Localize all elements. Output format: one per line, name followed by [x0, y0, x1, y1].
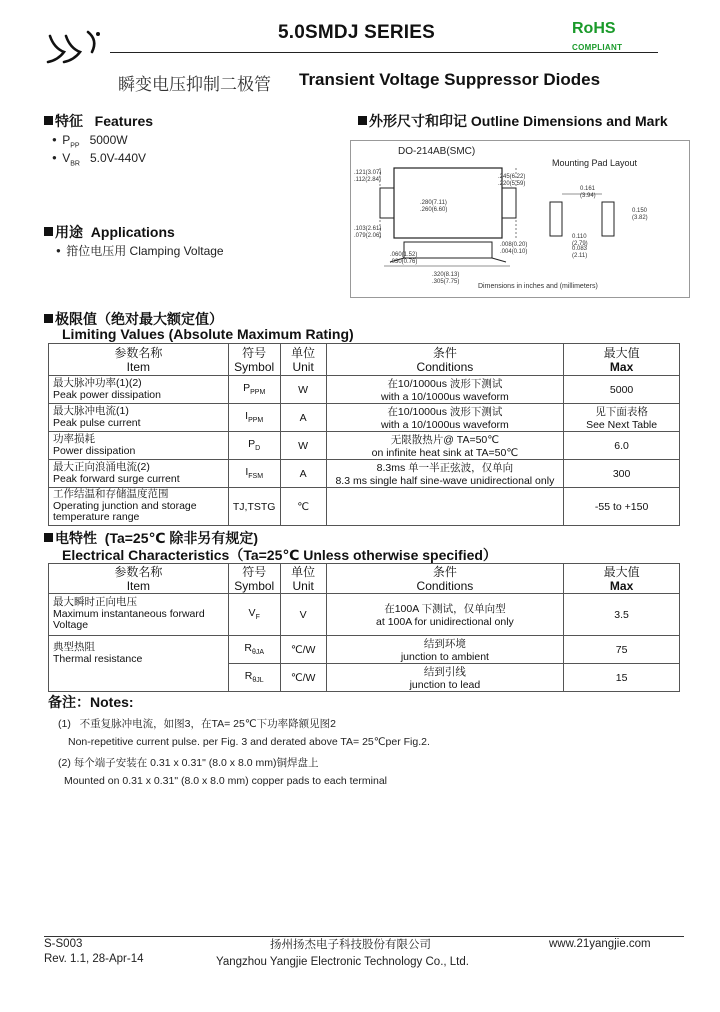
company-name-cn: 扬州扬杰电子科技股份有限公司: [270, 939, 431, 951]
doc-id: S-S003: [44, 938, 83, 950]
rohs-compliant-label: COMPLIANT: [572, 43, 623, 52]
limiting-values-table: [48, 343, 680, 526]
series-title: 5.0SMDJ SERIES: [278, 22, 435, 43]
table-row: 最大脉冲电流(1) Peak pulse current $I_{PPM}$ A 在10/1000us 波形下测试 with a 10/1000us waveform 见下面表格 See Next Table: [49, 404, 680, 432]
outline-heading: 外形尺寸和印记 Outline Dimensions and Mark: [358, 111, 668, 131]
svg-text:.079(2.06): .079(2.06): [354, 233, 382, 239]
square-bullet-icon: [44, 533, 53, 542]
table-row: 最大正向浪涌电流(2) Peak forward surge current $I_{FSM}$ A 8.3ms 单一半正弦波，仅单向 8.3 ms single half sine-wave unidirectional only 300: [49, 460, 680, 488]
electrical-heading-cn: 电特性 (Ta=25℃ 除非另有规定): [44, 528, 258, 548]
table-row: $R_{\theta JL}$ ℃/W 结到引线 junction to lead 15: [49, 664, 680, 692]
svg-text:.305(7.75): .305(7.75): [432, 279, 460, 285]
feature-item-ppp: ● $P_{PP}$ 5000W: [52, 133, 128, 149]
revision: Rev. 1.1, 28-Apr-14: [44, 953, 144, 965]
website-link[interactable]: www.21yangjie.com: [549, 938, 651, 950]
svg-text:.280(7.11): .280(7.11): [420, 200, 447, 206]
svg-text:(3.94): (3.94): [580, 193, 596, 199]
note-1-en: Non-repetitive current pulse. per Fig. 3 and derated above TA= 25℃per Fig.2.: [68, 736, 430, 748]
svg-text:0.150: 0.150: [632, 208, 648, 214]
note-2-cn: (2) 每个端子安装在 0.31 x 0.31" (8.0 x 8.0 mm)铜焊盘上: [58, 757, 319, 769]
outline-drawing: [350, 140, 690, 298]
title-english: Transient Voltage Suppressor Diodes: [299, 70, 601, 89]
limiting-heading-en: Limiting Values (Absolute Maximum Rating): [62, 326, 354, 342]
application-item: ● 箝位电压用 Clamping Voltage: [56, 242, 224, 259]
company-name-en: Yangzhou Yangjie Electronic Technology Co., Ltd.: [216, 956, 469, 968]
rohs-label: RoHS: [572, 20, 616, 37]
feature-item-vbr: ● $V_{BR}$ 5.0V-440V: [52, 151, 146, 167]
electrical-heading-en: Electrical Characteristics（Ta=25℃ Unless otherwise specified）: [62, 547, 497, 563]
note-2-en: Mounted on 0.31 x 0.31" (8.0 x 8.0 mm) copper pads to each terminal: [64, 775, 387, 787]
notes-heading: 备注：Notes:: [48, 694, 134, 710]
svg-text:.320(8.13): .320(8.13): [432, 272, 460, 278]
svg-text:.121(3.07): .121(3.07): [354, 170, 382, 176]
table-row: 工作结温和存储温度范围 Operating junction and storage temperature range TJ,TSTG ℃ -55 to +150: [49, 488, 680, 526]
svg-text:.112(2.84): .112(2.84): [354, 177, 381, 183]
electrical-characteristics-table: [48, 563, 680, 692]
svg-text:.060(1.52): .060(1.52): [390, 252, 418, 258]
svg-text:.245(6.22): .245(6.22): [498, 174, 526, 180]
table-row: 最大脉冲功率(1)(2) Peak power dissipation $P_{PPM}$ W 在10/1000us 波形下测试 with a 10/1000us waveform 5000: [49, 376, 680, 404]
svg-text:.103(2.61): .103(2.61): [354, 226, 382, 232]
svg-text:0.161: 0.161: [580, 186, 596, 192]
header-divider: [110, 52, 658, 53]
svg-text:.220(5.59): .220(5.59): [498, 181, 526, 187]
svg-text:(2.11): (2.11): [572, 253, 588, 259]
pad-layout-label: Mounting Pad Layout: [552, 158, 638, 168]
svg-text:(3.82): (3.82): [632, 215, 648, 221]
applications-heading: 用途 Applications: [44, 222, 175, 242]
table-row: 功率损耗 Power dissipation $P_D$ W 无限散热片@ TA=50℃ on infinite heat sink at TA=50℃ 6.0: [49, 432, 680, 460]
package-label: DO-214AB(SMC): [398, 146, 476, 157]
table-row: 最大瞬时正向电压 Maximum instantaneous forward Voltage $V_F$ V 在100A 下测试，仅单向型 at 100A for unidirectional only 3.5: [49, 594, 680, 636]
dims-note: Dimensions in inches and (millimeters): [478, 283, 598, 290]
square-bullet-icon: [44, 227, 53, 236]
square-bullet-icon: [44, 116, 53, 125]
table-header-row: 参数名称 Item 符号 Symbol 单位 Unit 条件 Conditions 最大值 Max: [49, 564, 680, 594]
svg-text:0.083: 0.083: [572, 246, 588, 252]
svg-text:(2.79): (2.79): [572, 241, 588, 247]
table-header-row: 参数名称 Item 符号 Symbol 单位 Unit 条件 Conditions 最大值 Max: [49, 344, 680, 376]
features-heading: 特征 Features: [44, 111, 153, 131]
title-chinese: 瞬变电压抑制二极管: [118, 75, 271, 94]
company-logo: [44, 30, 104, 64]
svg-text:.030(0.76): .030(0.76): [390, 259, 418, 265]
square-bullet-icon: [44, 314, 53, 323]
table-row: 典型热阻 Thermal resistance $R_{\theta JA}$ ℃/W 结到环境 junction to ambient 75: [49, 636, 680, 664]
svg-text:.260(6.60): .260(6.60): [420, 207, 448, 213]
svg-text:.008(0.20): .008(0.20): [500, 242, 528, 248]
svg-text:0.110: 0.110: [572, 234, 587, 240]
note-1-cn: (1) 不重复脉冲电流，如图3，在TA= 25℃下功率降额见图2: [58, 718, 336, 730]
svg-text:.004(0.10): .004(0.10): [500, 249, 528, 255]
limiting-heading-cn: 极限值（绝对最大额定值）: [44, 309, 223, 329]
square-bullet-icon: [358, 116, 367, 125]
